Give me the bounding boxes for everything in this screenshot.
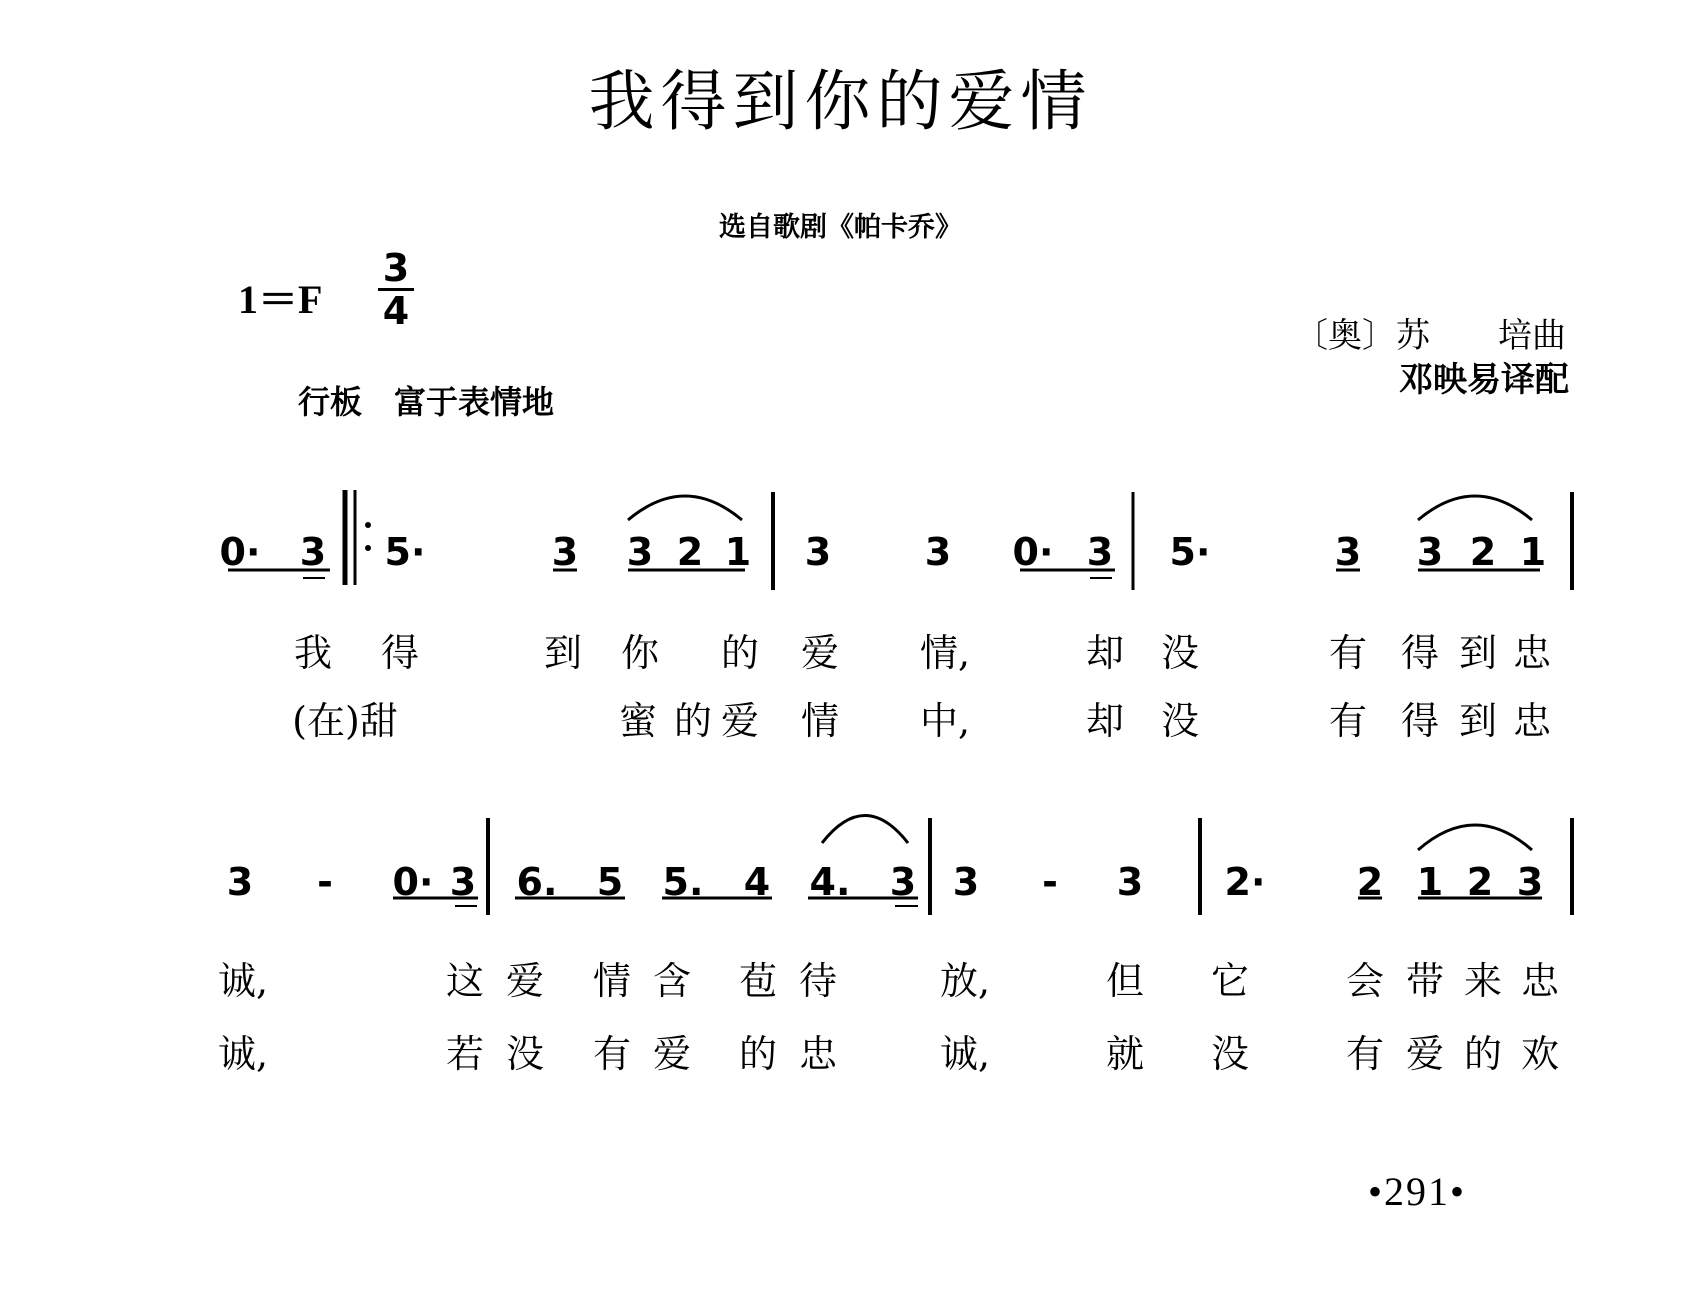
lyric: 忠 [798,1032,838,1076]
lyric: 情 [800,699,840,743]
composer-credit: 〔奥〕苏 培曲 [1294,316,1566,356]
note: 0· [219,530,261,574]
note: 3 [889,860,917,904]
note: 1 [1519,530,1547,574]
lyric: 情 [592,959,632,1003]
repeat-dot [365,522,371,528]
lyric: 若 [445,1032,485,1076]
lyric: 有 [1328,631,1368,675]
note: 5· [384,530,426,574]
note: 2 [1466,860,1494,904]
lyric: 得 [1400,699,1440,743]
lyric: 没 [1160,699,1200,743]
note: 1 [724,530,752,574]
translator-credit: 邓映易译配 [1399,360,1569,400]
lyric: 有 [1328,699,1368,743]
note: 3 [1086,530,1114,574]
note: 0· [1012,530,1054,574]
lyric: 诚, [217,959,269,1003]
lyric: 忠 [1512,631,1552,675]
lyric: 的 [673,699,713,743]
lyric: 会 [1345,959,1385,1003]
page-number: •291• [1367,1169,1466,1214]
lyric: 爱 [505,959,545,1003]
note: 6. [516,860,558,904]
lyric: 来 [1463,959,1503,1003]
repeat-dot [365,545,371,551]
lyric: 苞 [738,959,778,1003]
lyric: 你 [620,631,660,675]
lyric: 到 [1458,699,1498,743]
lyric: 没 [505,1032,545,1076]
note: - [1042,860,1058,904]
lyric: 诚, [939,1032,991,1076]
slur [822,816,908,844]
lyric: 情, [919,631,971,675]
lyric: 待 [798,959,838,1003]
note: 5. [662,860,704,904]
lyric: 有 [592,1032,632,1076]
lyric: 它 [1210,959,1250,1003]
note: 4. [809,860,851,904]
lyric: (在)甜 [292,699,398,743]
lyric: 爱 [1405,1032,1445,1076]
note: 3 [924,530,952,574]
note: 3 [1116,860,1144,904]
note: 4 [743,860,771,904]
note: 3 [299,530,327,574]
tempo-marking: 行板 富于表情地 [298,383,555,421]
note: 3 [1516,860,1544,904]
lyric: 爱 [652,1032,692,1076]
lyric: 放, [939,959,991,1003]
lyric: 得 [380,631,420,675]
lyric: 蜜 [618,699,658,743]
lyric: 的 [738,1032,778,1076]
lyric: 爱 [800,631,840,675]
lyric: 的 [720,631,760,675]
note: 2 [676,530,704,574]
time-signature-denominator: 4 [382,289,410,333]
lyric: 欢 [1520,1032,1560,1076]
note: 3 [449,860,477,904]
lyric: 到 [543,631,583,675]
lyric: 但 [1105,959,1145,1003]
slur [1418,825,1532,850]
lyric: 就 [1105,1032,1145,1076]
note: 3 [952,860,980,904]
note: 3 [551,530,579,574]
note: 3 [226,860,254,904]
key-signature: 1＝F [238,277,323,322]
lyric: 含 [652,959,692,1003]
lyric: 却 [1085,631,1125,675]
lyric: 没 [1210,1032,1250,1076]
note: 3 [1334,530,1362,574]
lyric: 我 [293,631,333,675]
lyric: 忠 [1520,959,1560,1003]
lyric: 却 [1085,699,1125,743]
note: 2 [1469,530,1497,574]
note: 2· [1224,860,1266,904]
lyric: 这 [445,959,485,1003]
lyric: 带 [1405,959,1445,1003]
note: 3 [626,530,654,574]
lyric: 有 [1345,1032,1385,1076]
lyric: 得 [1400,631,1440,675]
lyric: 忠 [1512,699,1552,743]
slur [628,496,742,520]
note: 5 [596,860,624,904]
lyric: 没 [1160,631,1200,675]
note: - [317,860,333,904]
note: 2 [1356,860,1384,904]
subtitle: 选自歌剧《帕卡乔》 [719,212,962,243]
lyric: 爱 [720,699,760,743]
lyric: 到 [1458,631,1498,675]
note: 5· [1169,530,1211,574]
lyric: 的 [1463,1032,1503,1076]
note: 1 [1416,860,1444,904]
page-title: 我得到你的爱情 [588,63,1093,140]
note: 3 [1416,530,1444,574]
note: 0· [392,860,434,904]
note: 3 [804,530,832,574]
lyric: 诚, [217,1032,269,1076]
time-signature-numerator: 3 [378,248,414,291]
lyric: 中, [919,699,971,743]
slur [1418,496,1532,520]
